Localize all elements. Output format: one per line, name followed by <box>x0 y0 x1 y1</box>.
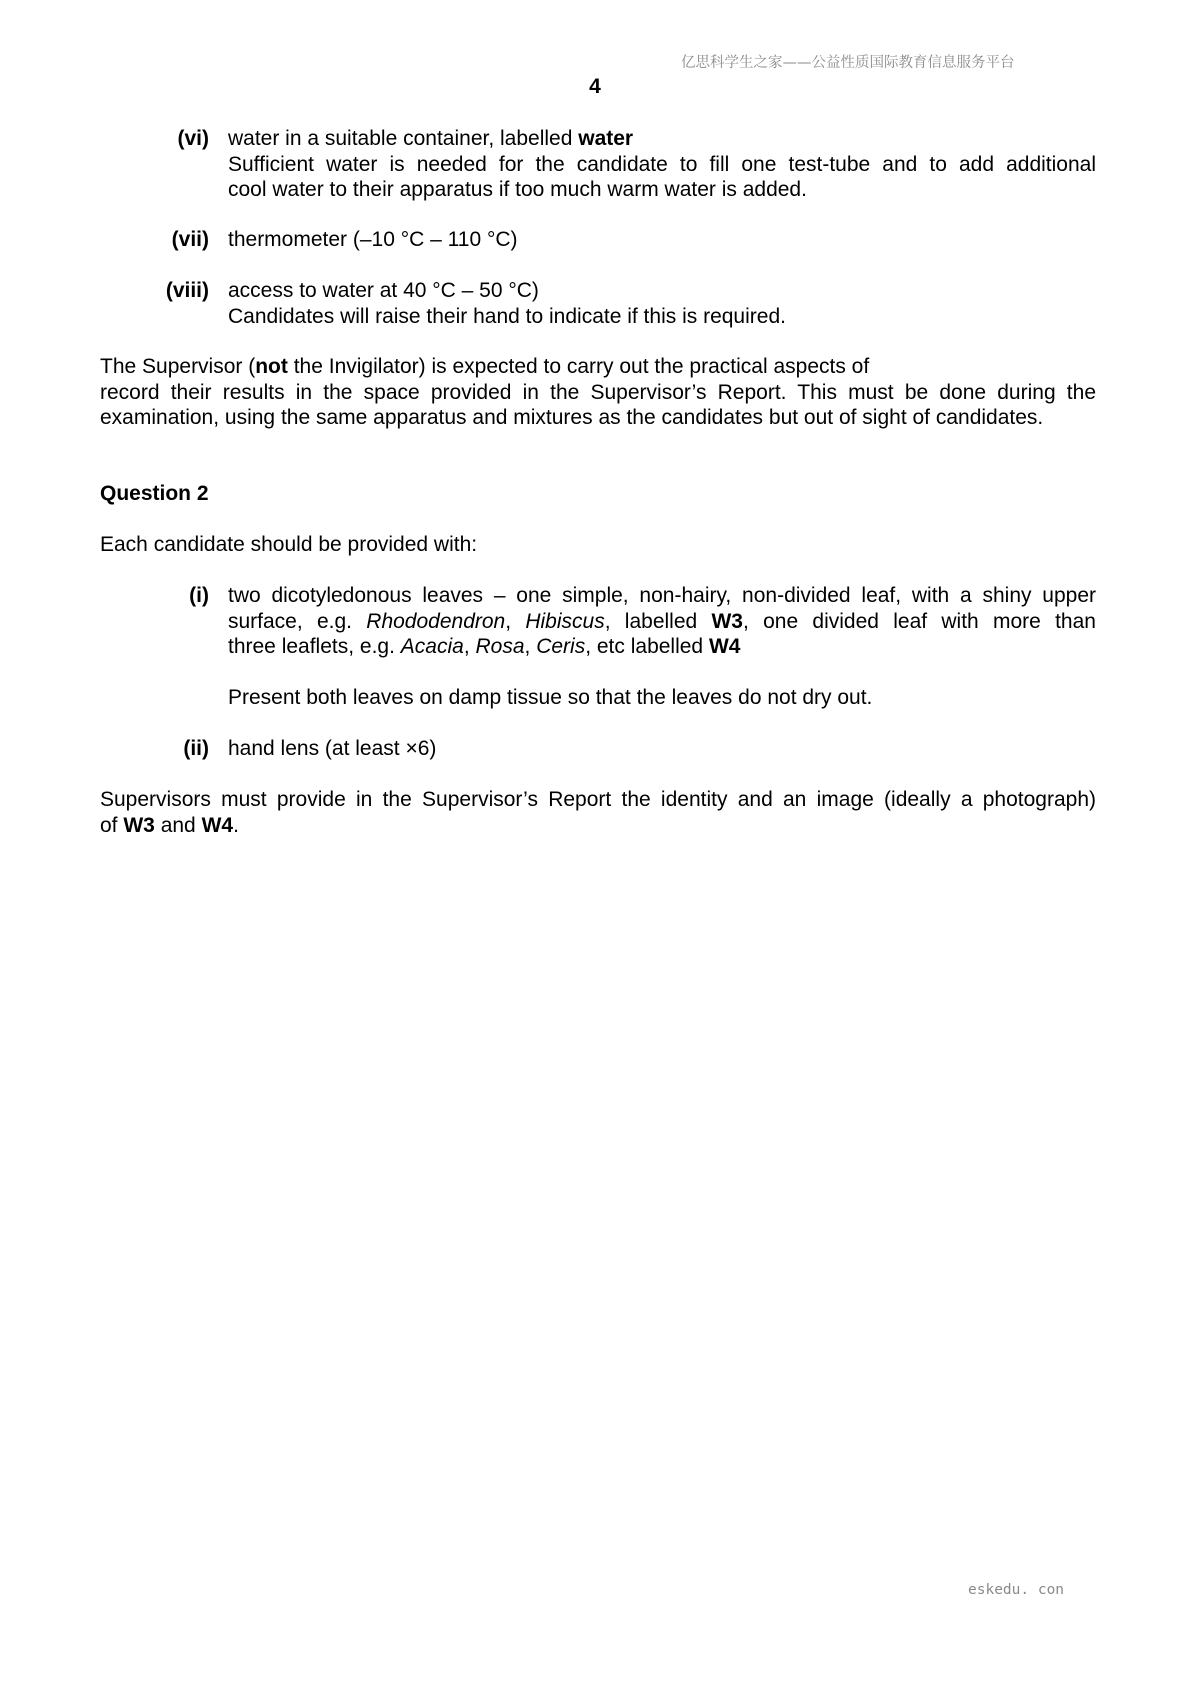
item-line: Sufficient water is needed for the candidate to fill one test-tube and to add additional <box>228 152 1096 176</box>
item-line: Present both leaves on damp tissue so that the leaves do not dry out. <box>228 686 873 709</box>
item-body <box>228 685 1096 711</box>
item-line: Candidates will raise their hand to indicate if this is required. <box>228 304 786 328</box>
item-line: surface, e.g. Rhododendron, Hibiscus, labelled W3, one divided leaf with more than <box>228 609 1096 633</box>
question-heading: Question 2 <box>100 482 209 505</box>
item-body <box>228 126 1096 203</box>
item-label: (ii) <box>183 737 209 760</box>
item-line: two dicotyledonous leaves – one simple, non-hairy, non-divided leaf, with a shiny upper <box>228 584 1096 607</box>
para-line: The Supervisor (not the Invigilator) is expected to carry out the practical aspects of <box>100 355 870 378</box>
item-body <box>228 736 1096 762</box>
item-line: thermometer (–10 °C – 110 °C) <box>228 228 518 251</box>
intro-text: Each candidate should be provided with: <box>100 533 478 556</box>
supervisor-paragraph <box>100 354 1096 431</box>
item-body <box>228 278 1096 329</box>
page-number: 4 <box>589 75 601 98</box>
watermark-text: 亿思科学生之家——公益性质国际教育信息服务平台 <box>681 55 1015 71</box>
item-line: cool water to their apparatus if too much warm water is added. <box>228 178 807 201</box>
item-label: (vii) <box>171 228 209 251</box>
footer-watermark: eskedu. con <box>968 1582 1065 1598</box>
item-body <box>228 583 1096 660</box>
item-label: (vi) <box>177 127 209 150</box>
item-line: hand lens (at least ×6) <box>228 737 437 760</box>
closing-paragraph <box>100 787 1096 838</box>
item-line: three leaflets, e.g. Acacia, Rosa, Ceris, etc labelled W4 <box>228 635 741 658</box>
para-line: of W3 and W4. <box>100 813 239 837</box>
item-label: (viii) <box>165 279 209 302</box>
item-line: water in a suitable container, labelled water <box>228 127 634 150</box>
para-line: Supervisors must provide in the Supervisor’s Report the identity and an image (ideally a photograph) <box>100 788 1096 811</box>
item-line: access to water at 40 °C – 50 °C) <box>228 279 539 302</box>
para-line: record their results in the space provided in the Supervisor’s Report. This must be done during the <box>100 380 1096 404</box>
item-label: (i) <box>189 584 209 607</box>
item-body <box>228 227 1096 253</box>
para-line: examination, using the same apparatus and mixtures as the candidates but out of sight of candidates. <box>100 406 1044 429</box>
